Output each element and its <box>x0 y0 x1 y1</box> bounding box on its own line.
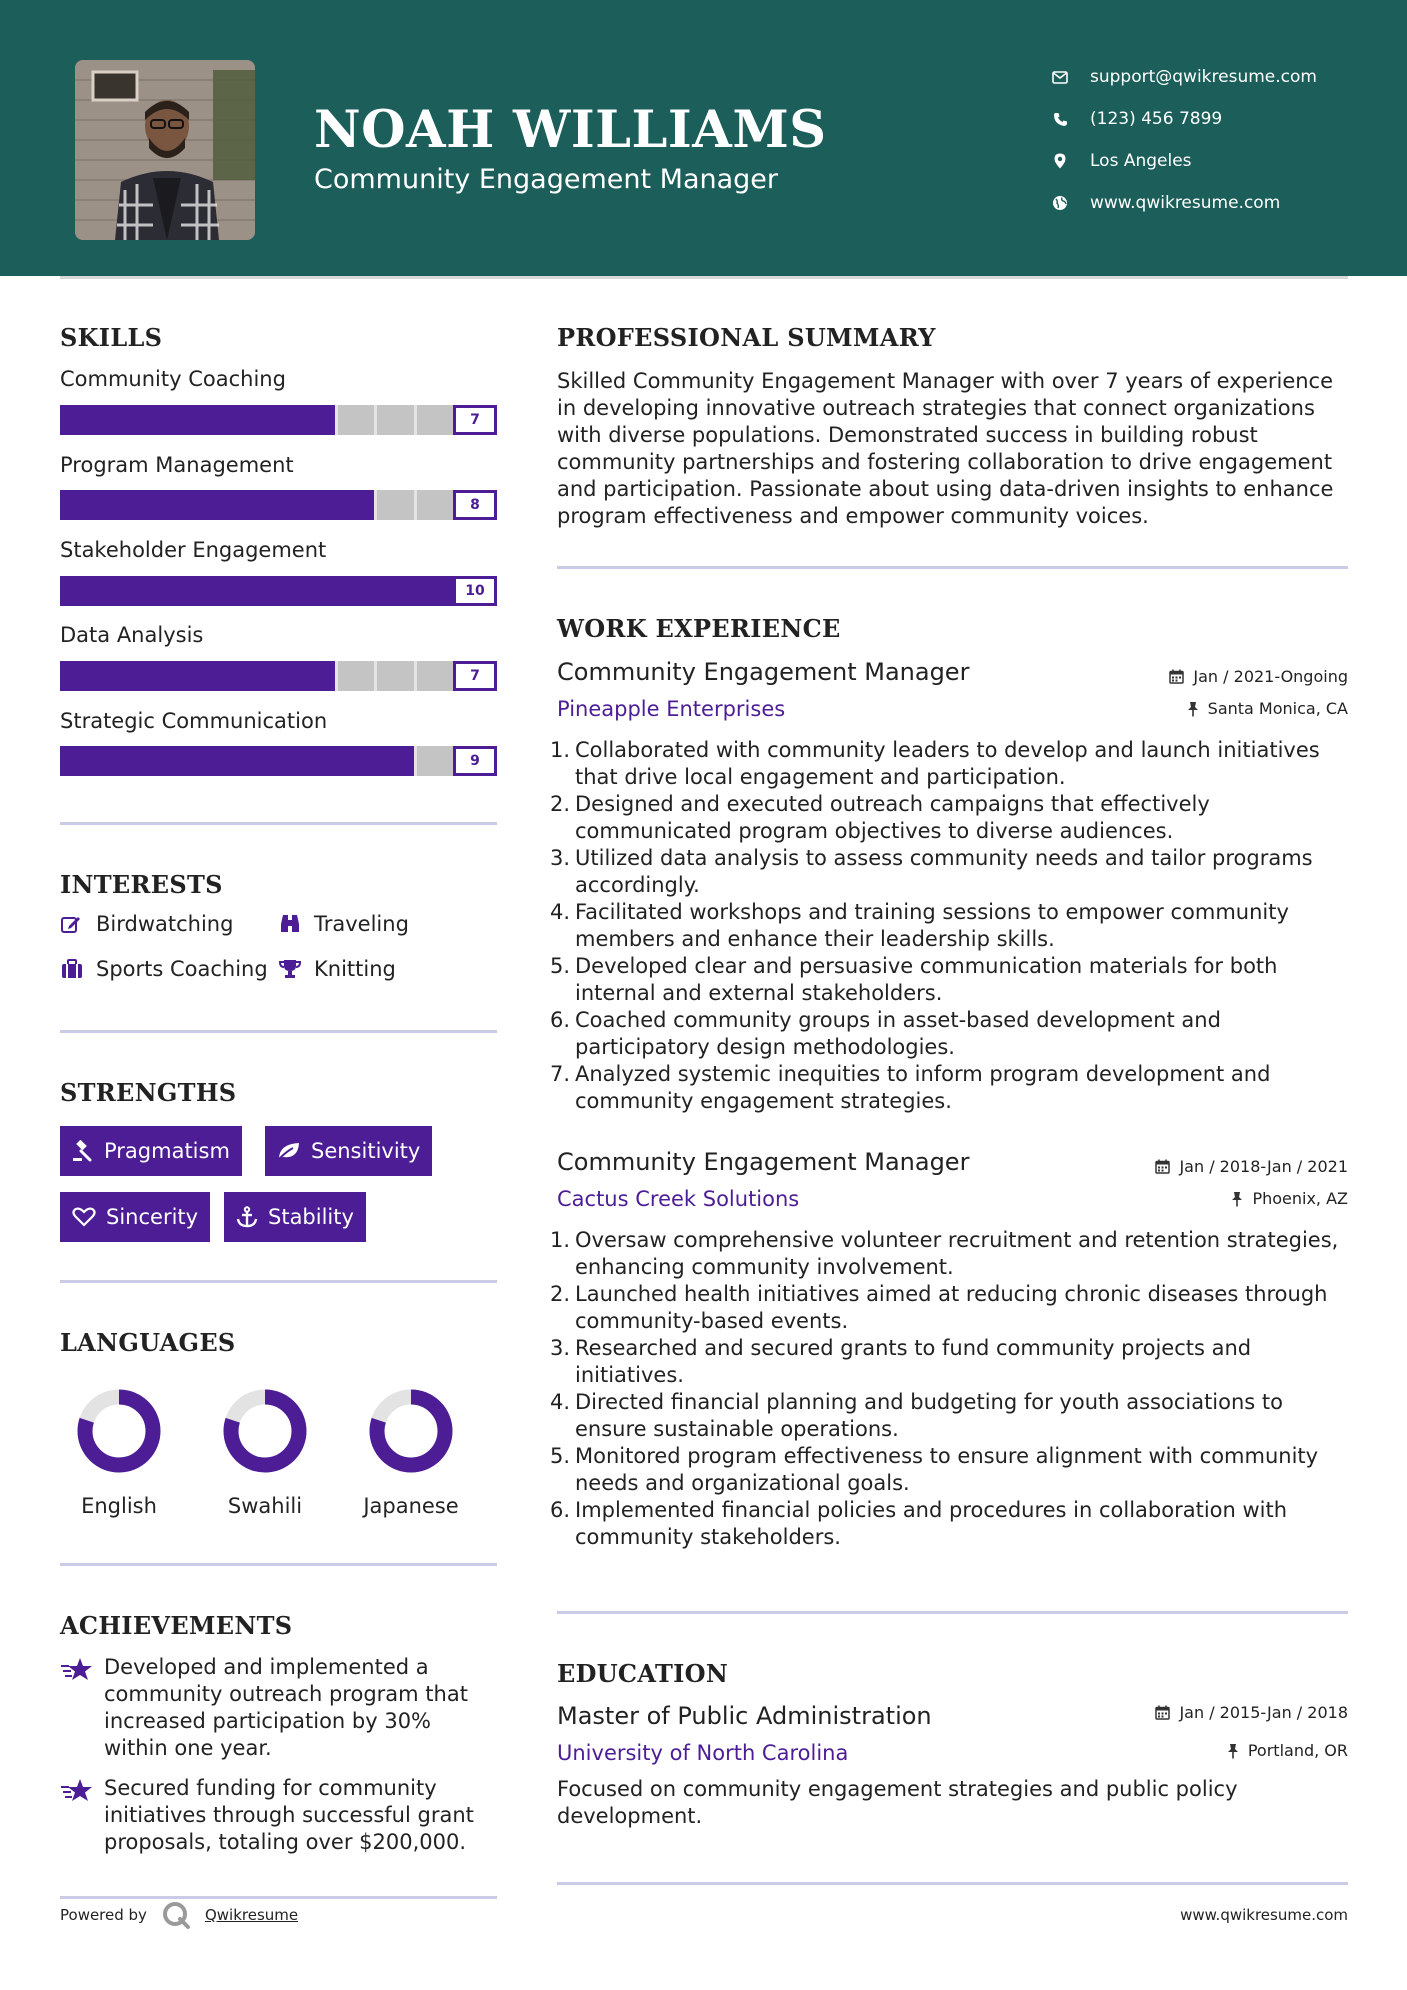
skill-bar <box>60 661 497 691</box>
section-divider <box>557 1882 1348 1885</box>
job-company: Cactus Creek Solutions <box>557 1187 800 1211</box>
achievements-title: ACHIEVEMENTS <box>60 1611 293 1640</box>
language-item <box>59 1386 179 1518</box>
calendar-icon <box>1155 1159 1170 1174</box>
job-title: Community Engagement Manager <box>557 658 970 686</box>
language-item <box>351 1386 471 1518</box>
qwikresume-link[interactable]: Qwikresume <box>204 1906 299 1924</box>
job-company: Pineapple Enterprises <box>557 697 786 721</box>
skill-bar <box>60 405 497 435</box>
job-dates <box>1155 1157 1348 1176</box>
calendar-icon <box>1155 1705 1170 1720</box>
skill-bar-fill <box>60 661 335 691</box>
anchor-icon <box>236 1206 258 1228</box>
language-label: English <box>81 1494 157 1518</box>
interests-title: INTERESTS <box>60 870 223 899</box>
globe-icon <box>1048 195 1072 211</box>
section-divider <box>60 1563 497 1566</box>
footer-website[interactable]: www.qwikresume.com <box>1180 1906 1348 1924</box>
summary-title: PROFESSIONAL SUMMARY <box>557 323 936 352</box>
section-divider <box>557 566 1348 569</box>
candidate-name: NOAH WILLIAMS <box>314 100 827 160</box>
trophy-icon <box>278 959 302 979</box>
education-title: EDUCATION <box>557 1659 729 1688</box>
skill-name: Strategic Communication <box>60 709 328 733</box>
degree-title: Master of Public Administration <box>557 1702 932 1730</box>
interest-item <box>60 957 268 981</box>
section-divider <box>60 1280 497 1283</box>
calendar-icon <box>1169 669 1184 684</box>
skill-bar-segment <box>335 661 338 691</box>
list-item: 3. Researched and secured grants to fund community projects and initiatives. <box>550 1336 1252 1387</box>
languages-title: LANGUAGES <box>60 1328 236 1357</box>
location-icon <box>1048 153 1072 169</box>
list-item: 3. Utilized data analysis to assess community needs and tailor programs accordingly. <box>550 846 1313 897</box>
list-item: 1. Oversaw comprehensive volunteer recruitment and retention strategies, enhancing community involvement. <box>550 1228 1339 1279</box>
skill-bar-fill <box>60 405 335 435</box>
language-label: Japanese <box>363 1494 459 1518</box>
candidate-role: Community Engagement Manager <box>314 164 778 195</box>
job-location <box>1187 699 1348 718</box>
interest-label: Birdwatching <box>96 912 234 936</box>
strength-tag <box>224 1192 366 1242</box>
education-description: Focused on community engagement strategies and public policy development. <box>557 1777 1238 1828</box>
list-item: 6. Coached community groups in asset-based development and participatory design methodologies. <box>550 1008 1221 1059</box>
strength-label: Sincerity <box>106 1205 199 1229</box>
qwikresume-logo-icon <box>161 1900 191 1930</box>
job-title: Community Engagement Manager <box>557 1148 970 1176</box>
pin-icon <box>1231 1191 1243 1207</box>
section-divider <box>60 1030 497 1033</box>
list-item: 5. Monitored program effectiveness to ensure alignment with community needs and organizational goals. <box>550 1444 1319 1495</box>
resume-header <box>0 0 1407 276</box>
star-icon <box>60 1775 104 1856</box>
skill-bar <box>60 576 497 606</box>
experience-title: WORK EXPERIENCE <box>557 614 841 643</box>
skill-name: Community Coaching <box>60 367 286 391</box>
binoculars-icon <box>278 914 302 934</box>
list-item: 6. Implemented financial policies and procedures in collaboration with community stakeholders. <box>550 1498 1288 1549</box>
skill-level-badge: 8 <box>453 490 497 520</box>
interest-item <box>278 912 409 936</box>
strength-tag <box>265 1126 432 1176</box>
list-item: 7. Analyzed systemic inequities to inform program development and community engagement strategies. <box>550 1062 1271 1113</box>
skill-bar-segment <box>414 490 417 520</box>
skill-bar-segment <box>414 746 417 776</box>
job-dates <box>1169 667 1348 686</box>
achievement-text: Secured funding for community initiatives through successful grant proposals, totaling over $200,000. <box>104 1776 474 1854</box>
strength-tag <box>60 1126 242 1176</box>
contact-website-text: www.qwikresume.com <box>1090 193 1281 213</box>
skill-bar-fill <box>60 576 453 606</box>
skill-bar <box>60 490 497 520</box>
job-location-text: Phoenix, AZ <box>1252 1189 1348 1208</box>
strength-label: Stability <box>268 1205 354 1229</box>
skill-level-badge: 7 <box>453 661 497 691</box>
header-divider <box>60 276 1348 279</box>
interest-label: Sports Coaching <box>96 957 268 981</box>
gavel-icon <box>72 1140 94 1162</box>
list-item: 2. Designed and executed outreach campaigns that effectively communicated program objectives to diverse audiences. <box>550 792 1210 843</box>
skill-bar-segment <box>374 405 377 435</box>
list-item: 4. Facilitated workshops and training sessions to empower community members and enhance their leadership skills. <box>550 900 1289 951</box>
envelope-icon <box>1048 71 1072 84</box>
interest-label: Knitting <box>314 957 396 981</box>
job-bullets <box>550 737 1350 1115</box>
contact-phone-text: (123) 456 7899 <box>1090 109 1223 129</box>
skill-bar-segment <box>335 405 338 435</box>
powered-by-label: Powered by <box>60 1906 147 1924</box>
skill-bar-segment <box>374 661 377 691</box>
strength-label: Sensitivity <box>311 1139 421 1163</box>
list-item: 2. Launched health initiatives aimed at reducing chronic diseases through community-based events. <box>550 1282 1328 1333</box>
language-donut <box>59 1386 179 1476</box>
achievement-text: Developed and implemented a community outreach program that increased participation by 30% within one year. <box>104 1655 468 1760</box>
skill-name: Data Analysis <box>60 623 204 647</box>
school-name: University of North Carolina <box>557 1741 849 1765</box>
interest-label: Traveling <box>314 912 409 936</box>
job-dates-text: Jan / 2021-Ongoing <box>1193 667 1348 686</box>
language-item <box>205 1386 325 1518</box>
pencil-square-icon <box>60 914 84 934</box>
language-donut <box>351 1386 471 1476</box>
skill-bar <box>60 746 497 776</box>
strengths-title: STRENGTHS <box>60 1078 237 1107</box>
briefcase-icon <box>60 959 84 979</box>
contact-phone[interactable] <box>1048 98 1317 140</box>
profile-photo <box>75 60 255 240</box>
pin-icon <box>1227 1743 1239 1759</box>
job-dates-text: Jan / 2018-Jan / 2021 <box>1179 1157 1348 1176</box>
skill-name: Stakeholder Engagement <box>60 538 327 562</box>
interest-item <box>278 957 396 981</box>
education-location <box>1227 1741 1348 1760</box>
job-location <box>1231 1189 1348 1208</box>
education-dates <box>1155 1703 1348 1722</box>
strength-label: Pragmatism <box>104 1139 230 1163</box>
contact-website[interactable] <box>1048 182 1317 224</box>
skill-level-badge: 9 <box>453 746 497 776</box>
footer-powered-by <box>60 1900 298 1930</box>
list-item: 5. Developed clear and persuasive communication materials for both internal and external stakeholders. <box>550 954 1278 1005</box>
skill-bar-fill <box>60 490 374 520</box>
skill-bar-segment <box>414 405 417 435</box>
achievement-item <box>60 1775 500 1856</box>
star-icon <box>60 1654 104 1762</box>
education-dates-text: Jan / 2015-Jan / 2018 <box>1179 1703 1348 1722</box>
section-divider <box>557 1611 1348 1614</box>
interest-item <box>60 912 233 936</box>
skill-name: Program Management <box>60 453 294 477</box>
contact-location-text: Los Angeles <box>1090 151 1192 171</box>
language-label: Swahili <box>227 1494 303 1518</box>
list-item: 4. Directed financial planning and budgeting for youth associations to ensure sustainable operations. <box>550 1390 1283 1441</box>
section-divider <box>60 1896 497 1899</box>
education-location-text: Portland, OR <box>1247 1741 1348 1760</box>
phone-icon <box>1048 112 1072 127</box>
pin-icon <box>1187 701 1199 717</box>
skills-title: SKILLS <box>60 323 163 352</box>
skill-bar-segment <box>374 490 377 520</box>
contact-email[interactable] <box>1048 56 1317 98</box>
skill-level-badge: 7 <box>453 405 497 435</box>
job-bullets <box>550 1227 1350 1551</box>
contact-location <box>1048 140 1317 182</box>
skill-bar-fill <box>60 746 414 776</box>
contact-email-text: support@qwikresume.com <box>1090 67 1317 87</box>
skill-level-badge: 10 <box>453 576 497 606</box>
leaf-icon <box>277 1141 301 1161</box>
strength-tag <box>60 1192 210 1242</box>
achievement-item <box>60 1654 500 1762</box>
language-donut <box>205 1386 325 1476</box>
summary-text: Skilled Community Engagement Manager with over 7 years of experience in developing innovative outreach strategies that connect organizations with diverse populations. Demonstrated success in building robust community partnerships and fostering collaboration to drive engagement and participation. Passionate about using data-driven insights to enhance program effectiveness and empower community voices. <box>557 369 1334 528</box>
contact-list <box>1048 56 1317 224</box>
section-divider <box>60 822 497 825</box>
job-location-text: Santa Monica, CA <box>1207 699 1348 718</box>
skill-bar-segment <box>414 661 417 691</box>
heart-icon <box>72 1207 96 1227</box>
list-item: 1. Collaborated with community leaders to develop and launch initiatives that drive local engagement and participation. <box>550 738 1320 789</box>
